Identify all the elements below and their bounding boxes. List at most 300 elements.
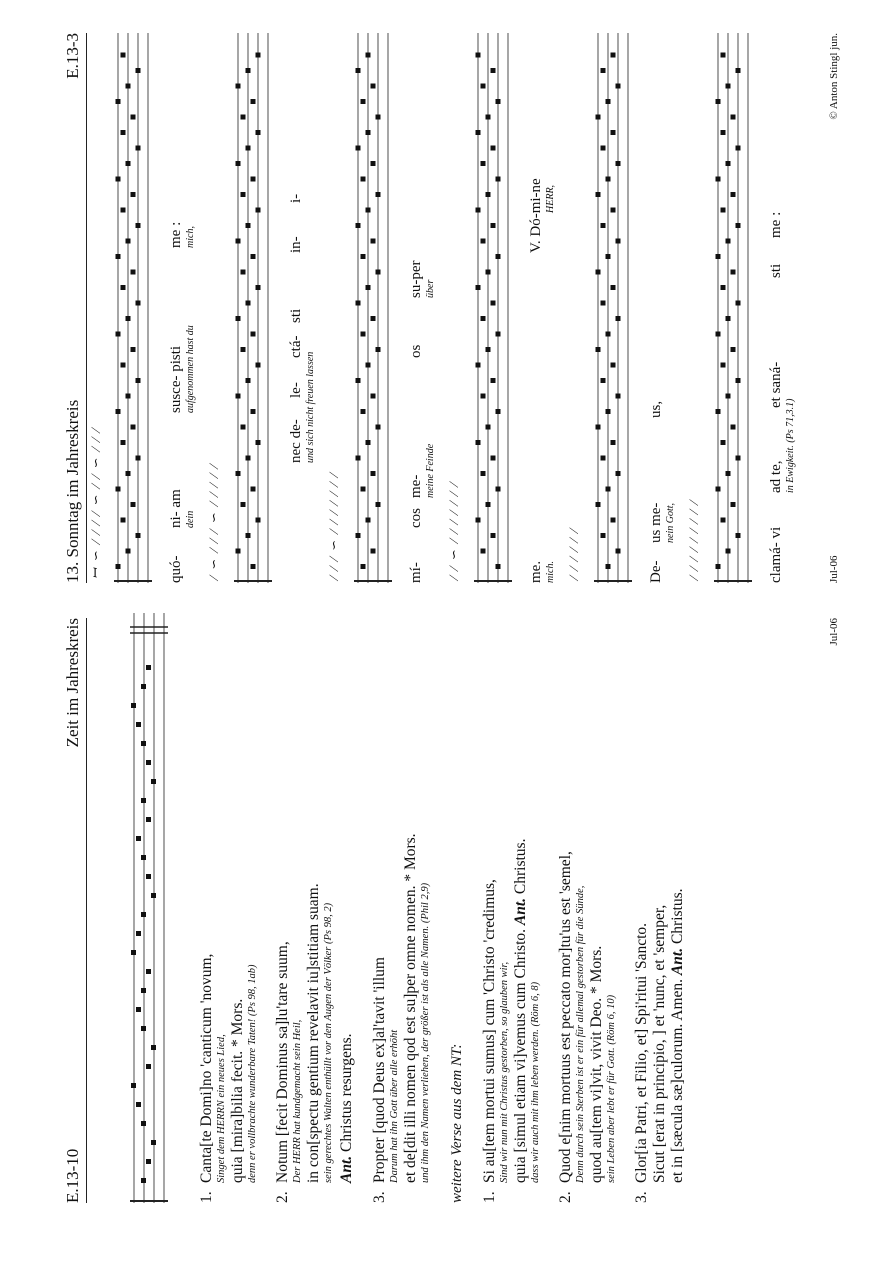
neume-note — [146, 969, 151, 974]
antiphon-text: Christus. — [669, 888, 686, 948]
lyric-syllable: ad te, — [768, 460, 784, 493]
neume-note — [361, 99, 366, 104]
neume-note — [141, 1178, 146, 1183]
right-page — [0, 33, 893, 583]
neume-note — [246, 533, 251, 538]
neume-note — [731, 270, 736, 275]
lyric-translation: meine Feinde — [425, 443, 436, 498]
neume-note — [151, 779, 156, 784]
left-footer: Jul-06 — [828, 618, 840, 646]
lyric-translation: HERR, — [545, 184, 556, 213]
verse-translation: sein Leben aber lebt er für Gott. (Röm 6, 10) — [606, 994, 617, 1183]
left-header-title: Zeit im Jahreskreis — [63, 618, 82, 748]
neume-note — [146, 874, 151, 879]
neume-note — [361, 409, 366, 414]
neume-note — [716, 177, 721, 182]
verse-text: Quod e[nim mortuus est peccato mor]tu'us est 'semel, — [557, 851, 574, 1183]
neume-note — [236, 239, 241, 244]
neume-note — [721, 363, 726, 368]
neume-note — [476, 440, 481, 445]
neume-note — [721, 518, 726, 523]
neume-note — [246, 456, 251, 461]
verse-text-part: quia [simul etiam vi]vemus cum Christo. — [512, 925, 529, 1183]
chant-staff — [108, 33, 166, 583]
neume-note — [356, 146, 361, 151]
chant-staff — [468, 33, 526, 583]
neume-note — [716, 99, 721, 104]
neume-note — [366, 208, 371, 213]
neume-note — [141, 741, 146, 746]
neume-note — [121, 363, 126, 368]
neume-note — [606, 177, 611, 182]
neume-note — [731, 502, 736, 507]
neume-signs: ∕ ∕ ∽ ∕ ∕ ∕ ∕ ∕ ∕ ∕ — [446, 481, 461, 579]
neume-note — [496, 99, 501, 104]
neume-note — [141, 1121, 146, 1126]
neume-note — [496, 332, 501, 337]
neume-note — [366, 53, 371, 58]
neume-signs: ∕ ∕ ∕ ∽ ∕ ∕ ∕ ∕ ∕ ∕ ∕ — [326, 471, 341, 579]
neume-note — [356, 378, 361, 383]
neume-note — [116, 409, 121, 414]
verse-text: Sicut [erat in principio, ] et 'nunc, et 'semper, — [651, 904, 668, 1183]
neume-note — [611, 130, 616, 135]
neume-note — [726, 84, 731, 89]
neume-note — [361, 487, 366, 492]
neume-note — [486, 115, 491, 120]
verse-number: 2. — [274, 1191, 291, 1203]
neume-note — [736, 146, 741, 151]
neume-note — [136, 68, 141, 73]
neume-note — [476, 208, 481, 213]
neume-note — [136, 301, 141, 306]
neume-note — [376, 502, 381, 507]
neume-note — [131, 703, 136, 708]
neume-note — [251, 409, 256, 414]
neume-note — [596, 115, 601, 120]
neume-note — [371, 471, 376, 476]
neume-note — [236, 549, 241, 554]
neume-note — [736, 301, 741, 306]
neume-note — [121, 285, 126, 290]
lyric-syllable: me : — [168, 221, 184, 248]
neume-note — [136, 533, 141, 538]
verse-translation: Denn durch sein Sterben ist er ein für allemal gestorben für die Sünde, — [575, 885, 586, 1183]
neume-note — [721, 440, 726, 445]
neume-note — [141, 798, 146, 803]
neume-note — [356, 301, 361, 306]
neume-note — [146, 760, 151, 765]
lyric-translation: aufgenommen hast du — [185, 325, 196, 413]
neume-note — [151, 893, 156, 898]
chant-staff — [588, 33, 646, 583]
neume-note — [726, 394, 731, 399]
neume-note — [131, 502, 136, 507]
neume-note — [481, 84, 486, 89]
lyric-syllable: ni- am — [168, 489, 184, 528]
verse-text: Si au[tem mortui sumus] cum 'Christo 'credimus, — [481, 879, 498, 1183]
verse-text: Canta[te Domi]no 'canticum 'novum, — [198, 953, 215, 1183]
neume-note — [606, 99, 611, 104]
neume-note — [141, 855, 146, 860]
neume-note — [491, 146, 496, 151]
right-footer-date: Jul-06 — [828, 555, 840, 583]
neume-note — [356, 456, 361, 461]
neume-note — [481, 394, 486, 399]
neume-note — [121, 53, 126, 58]
neume-note — [146, 817, 151, 822]
neume-note — [256, 53, 261, 58]
neume-note — [241, 347, 246, 352]
neume-note — [721, 130, 726, 135]
neume-note — [141, 988, 146, 993]
neume-note — [361, 332, 366, 337]
neume-note — [146, 1159, 151, 1164]
neume-note — [376, 115, 381, 120]
verse-number: 1. — [198, 1191, 215, 1203]
neume-note — [126, 549, 131, 554]
neume-note — [136, 456, 141, 461]
neume-note — [601, 223, 606, 228]
right-header-title: 13. Sonntag im Jahreskreis — [63, 399, 82, 583]
lyric-syllable: in- — [288, 236, 304, 253]
neume-note — [601, 301, 606, 306]
neume-note — [601, 146, 606, 151]
neume-note — [121, 130, 126, 135]
neume-note — [136, 146, 141, 151]
neume-note — [481, 549, 486, 554]
verse-text: Propter [quod Deus ex]al'tavit 'illum — [371, 957, 388, 1183]
right-footer-copyright: © Anton Stingl jun. — [828, 33, 840, 120]
neume-note — [126, 394, 131, 399]
neume-note — [136, 722, 141, 727]
antiphon-label: Ant. — [338, 1155, 355, 1183]
neume-note — [371, 84, 376, 89]
lyric-syllable: sti — [768, 263, 784, 278]
neume-note — [246, 378, 251, 383]
neume-note — [146, 1064, 151, 1069]
neume-note — [606, 254, 611, 259]
neume-note — [611, 363, 616, 368]
neume-note — [616, 316, 621, 321]
neume-note — [241, 502, 246, 507]
neume-note — [601, 456, 606, 461]
neume-note — [496, 564, 501, 569]
neume-note — [476, 130, 481, 135]
verse-translation: Der HERR hat kundgemacht sein Heil, — [292, 1019, 303, 1183]
neume-note — [126, 471, 131, 476]
neume-note — [366, 363, 371, 368]
neume-note — [236, 471, 241, 476]
verse-translation: und ihm den Namen verliehen, der größer ist als alle Namen. (Phil 2,9) — [420, 882, 431, 1183]
neume-note — [726, 316, 731, 321]
neume-note — [481, 239, 486, 244]
neume-note — [496, 177, 501, 182]
neume-note — [616, 84, 621, 89]
chant-staff — [228, 33, 286, 583]
neume-note — [596, 347, 601, 352]
neume-note — [116, 487, 121, 492]
neume-note — [131, 270, 136, 275]
neume-note — [236, 394, 241, 399]
neume-note — [256, 130, 261, 135]
neume-note — [356, 68, 361, 73]
neume-note — [246, 223, 251, 228]
neume-note — [736, 456, 741, 461]
right-header-code: E.13-3 — [63, 33, 82, 79]
neume-note — [476, 518, 481, 523]
neume-note — [371, 549, 376, 554]
neume-note — [136, 1102, 141, 1107]
lyric-syllable: et saná- — [768, 361, 784, 408]
neume-note — [241, 192, 246, 197]
verse-translation: Darum hat ihn Gott über alle erhöht — [389, 1029, 400, 1183]
verse-translation: dass wir auch mit ihm leben werden. (Röm 6, 8) — [530, 981, 541, 1183]
lyric-translation: nein Gott, — [665, 503, 676, 543]
lyric-syllable: me. — [528, 560, 544, 583]
neume-note — [726, 549, 731, 554]
neume-note — [491, 68, 496, 73]
neume-note — [246, 68, 251, 73]
neume-note — [736, 378, 741, 383]
neume-note — [236, 84, 241, 89]
verse-number: 3. — [371, 1191, 388, 1203]
neume-note — [241, 425, 246, 430]
neume-note — [481, 316, 486, 321]
neume-note — [361, 254, 366, 259]
neume-note — [131, 192, 136, 197]
neume-note — [616, 471, 621, 476]
neume-note — [371, 316, 376, 321]
neume-note — [721, 53, 726, 58]
verse-text — [512, 839, 530, 1183]
neume-note — [716, 564, 721, 569]
left-header-code: E.13-10 — [63, 1148, 82, 1203]
neume-note — [611, 53, 616, 58]
verse-translation: sein gerechtes Walten enthüllt vor den Augen der Völker (Ps 98, 2) — [323, 902, 334, 1183]
neume-note — [141, 684, 146, 689]
neume-note — [616, 239, 621, 244]
neume-note — [726, 161, 731, 166]
neume-note — [486, 502, 491, 507]
neume-note — [491, 223, 496, 228]
neume-note — [361, 177, 366, 182]
neume-note — [606, 332, 611, 337]
neume-note — [491, 301, 496, 306]
neume-note — [256, 518, 261, 523]
left-page — [0, 618, 893, 1203]
neume-note — [611, 285, 616, 290]
neume-note — [716, 254, 721, 259]
neume-note — [256, 285, 261, 290]
neume-note — [616, 394, 621, 399]
neume-note — [481, 471, 486, 476]
neume-note — [236, 161, 241, 166]
neume-note — [736, 533, 741, 538]
neume-note — [726, 471, 731, 476]
neume-note — [121, 440, 126, 445]
neume-note — [246, 301, 251, 306]
lyric-syllable: De- — [648, 560, 664, 583]
neume-note — [146, 665, 151, 670]
neume-note — [376, 270, 381, 275]
right-header — [62, 33, 87, 583]
lyric-syllable: ctá- — [288, 335, 304, 358]
neume-note — [126, 239, 131, 244]
neume-note — [256, 208, 261, 213]
verse-number: 2. — [557, 1191, 574, 1203]
neume-note — [596, 425, 601, 430]
neume-note — [601, 68, 606, 73]
neume-note — [366, 440, 371, 445]
neume-note — [116, 99, 121, 104]
neume-note — [121, 518, 126, 523]
neume-note — [731, 192, 736, 197]
neume-note — [476, 53, 481, 58]
neume-note — [256, 440, 261, 445]
verse-text — [669, 888, 687, 1183]
neume-note — [616, 549, 621, 554]
neume-note — [236, 316, 241, 321]
neume-note — [736, 68, 741, 73]
neume-note — [376, 192, 381, 197]
verse-text: quia [mira]bilia fecit. * Mors. — [229, 998, 246, 1183]
neume-note — [131, 347, 136, 352]
neume-note — [256, 363, 261, 368]
neume-note — [116, 254, 121, 259]
neume-note — [251, 332, 256, 337]
neume-note — [611, 518, 616, 523]
neume-note — [726, 239, 731, 244]
neume-note — [141, 1026, 146, 1031]
verse-text: Notum [fecit Dominus sa]lu'tare suum, — [274, 941, 291, 1183]
neume-note — [606, 409, 611, 414]
neume-note — [376, 347, 381, 352]
neume-note — [126, 161, 131, 166]
neume-note — [496, 487, 501, 492]
neume-note — [251, 564, 256, 569]
neume-note — [716, 332, 721, 337]
neume-note — [476, 285, 481, 290]
neume-note — [366, 518, 371, 523]
lyric-syllable: os — [408, 344, 424, 358]
neume-note — [491, 378, 496, 383]
lyric-translation: mich. — [545, 561, 556, 583]
verse-number: 1. — [481, 1191, 498, 1203]
lyric-syllable: sti — [288, 308, 304, 323]
neume-note — [606, 487, 611, 492]
neume-note — [126, 84, 131, 89]
neume-note — [356, 533, 361, 538]
antiphon-label: Ant. — [512, 897, 529, 926]
neume-note — [356, 223, 361, 228]
antiphon-text: Christus. — [512, 838, 529, 898]
neume-note — [736, 223, 741, 228]
neume-note — [131, 425, 136, 430]
neume-note — [251, 487, 256, 492]
lyric-syllable: clamá- vi — [768, 526, 784, 583]
verse-text: Glor[ia Patri, et Filio, et] Spi'ritui 'Sancto. — [633, 922, 650, 1183]
left-header — [62, 618, 87, 1203]
neume-note — [241, 115, 246, 120]
neume-note — [371, 394, 376, 399]
neume-note — [366, 285, 371, 290]
lyric-syllable: cos — [408, 508, 424, 528]
verse-translation: Sind wir nun mit Christus gestorben, so glauben wir, — [499, 961, 510, 1183]
neume-note — [721, 285, 726, 290]
neume-note — [136, 223, 141, 228]
neume-note — [731, 115, 736, 120]
lyric-syllable: le- — [288, 382, 304, 398]
neume-note — [131, 115, 136, 120]
antiphon-text: Christus resurgens. — [338, 1033, 355, 1156]
neume-note — [596, 502, 601, 507]
neume-signs: ∕ ∕ ∕ ∕ ∕ ∕ — [566, 527, 581, 579]
neume-note — [601, 533, 606, 538]
lyric-translation: in Ewigkeit. (Ps 71,3.1) — [785, 398, 796, 493]
lyric-syllable: su-per — [408, 260, 424, 298]
lyric-syllable: mí- — [408, 562, 424, 583]
lyric-syllable: V. Dó-mi-ne — [528, 178, 544, 253]
left-chant-staff — [120, 613, 182, 1203]
neume-signs: ∕ ∕ ∕ ∕ ∕ ∕ ∕ ∕ ∕ — [686, 499, 701, 579]
lyric-syllable: us, — [648, 400, 664, 418]
neume-note — [371, 239, 376, 244]
neume-note — [241, 270, 246, 275]
lyric-syllable: nec de- — [288, 419, 304, 463]
neume-note — [611, 440, 616, 445]
lyric-syllable: susce- pisti — [168, 345, 184, 413]
neume-note — [601, 378, 606, 383]
lyric-translation: dein — [185, 510, 196, 528]
neume-note — [371, 161, 376, 166]
neume-note — [136, 931, 141, 936]
verse-text: in con[spectu gentium revelavit iu]stitiam suam. — [305, 883, 322, 1183]
neume-note — [251, 99, 256, 104]
lyric-translation: und sich nicht freuen lassen — [305, 351, 316, 463]
neume-note — [611, 208, 616, 213]
lyric-translation: mich, — [185, 226, 196, 248]
neume-note — [116, 564, 121, 569]
neume-note — [491, 456, 496, 461]
neume-note — [476, 363, 481, 368]
neume-note — [376, 425, 381, 430]
neume-note — [251, 254, 256, 259]
verse-text: et de[dit illi nomen qod est su]per omne nomen. * Mors. — [402, 833, 419, 1183]
neume-note — [246, 146, 251, 151]
verse-text: quod au[tem vi]vit, vivit Deo. * Mors. — [588, 945, 605, 1183]
lyric-translation: über — [425, 279, 436, 298]
chant-staff — [708, 33, 766, 583]
neume-note — [496, 254, 501, 259]
neume-note — [116, 332, 121, 337]
verse-text-part: et in [sæcula sæ]culorum. Amen. — [669, 975, 686, 1183]
neume-note — [731, 347, 736, 352]
neume-note — [721, 208, 726, 213]
neume-note — [596, 270, 601, 275]
neume-note — [116, 177, 121, 182]
neume-note — [606, 564, 611, 569]
neume-note — [486, 425, 491, 430]
neume-note — [486, 270, 491, 275]
neume-note — [136, 836, 141, 841]
neume-note — [136, 378, 141, 383]
neume-note — [496, 409, 501, 414]
neume-note — [716, 487, 721, 492]
antiphon-label: Ant. — [669, 947, 686, 976]
lyric-syllable: quó- — [168, 555, 184, 583]
nt-heading: weitere Verse aus dem NT: — [449, 1043, 465, 1203]
